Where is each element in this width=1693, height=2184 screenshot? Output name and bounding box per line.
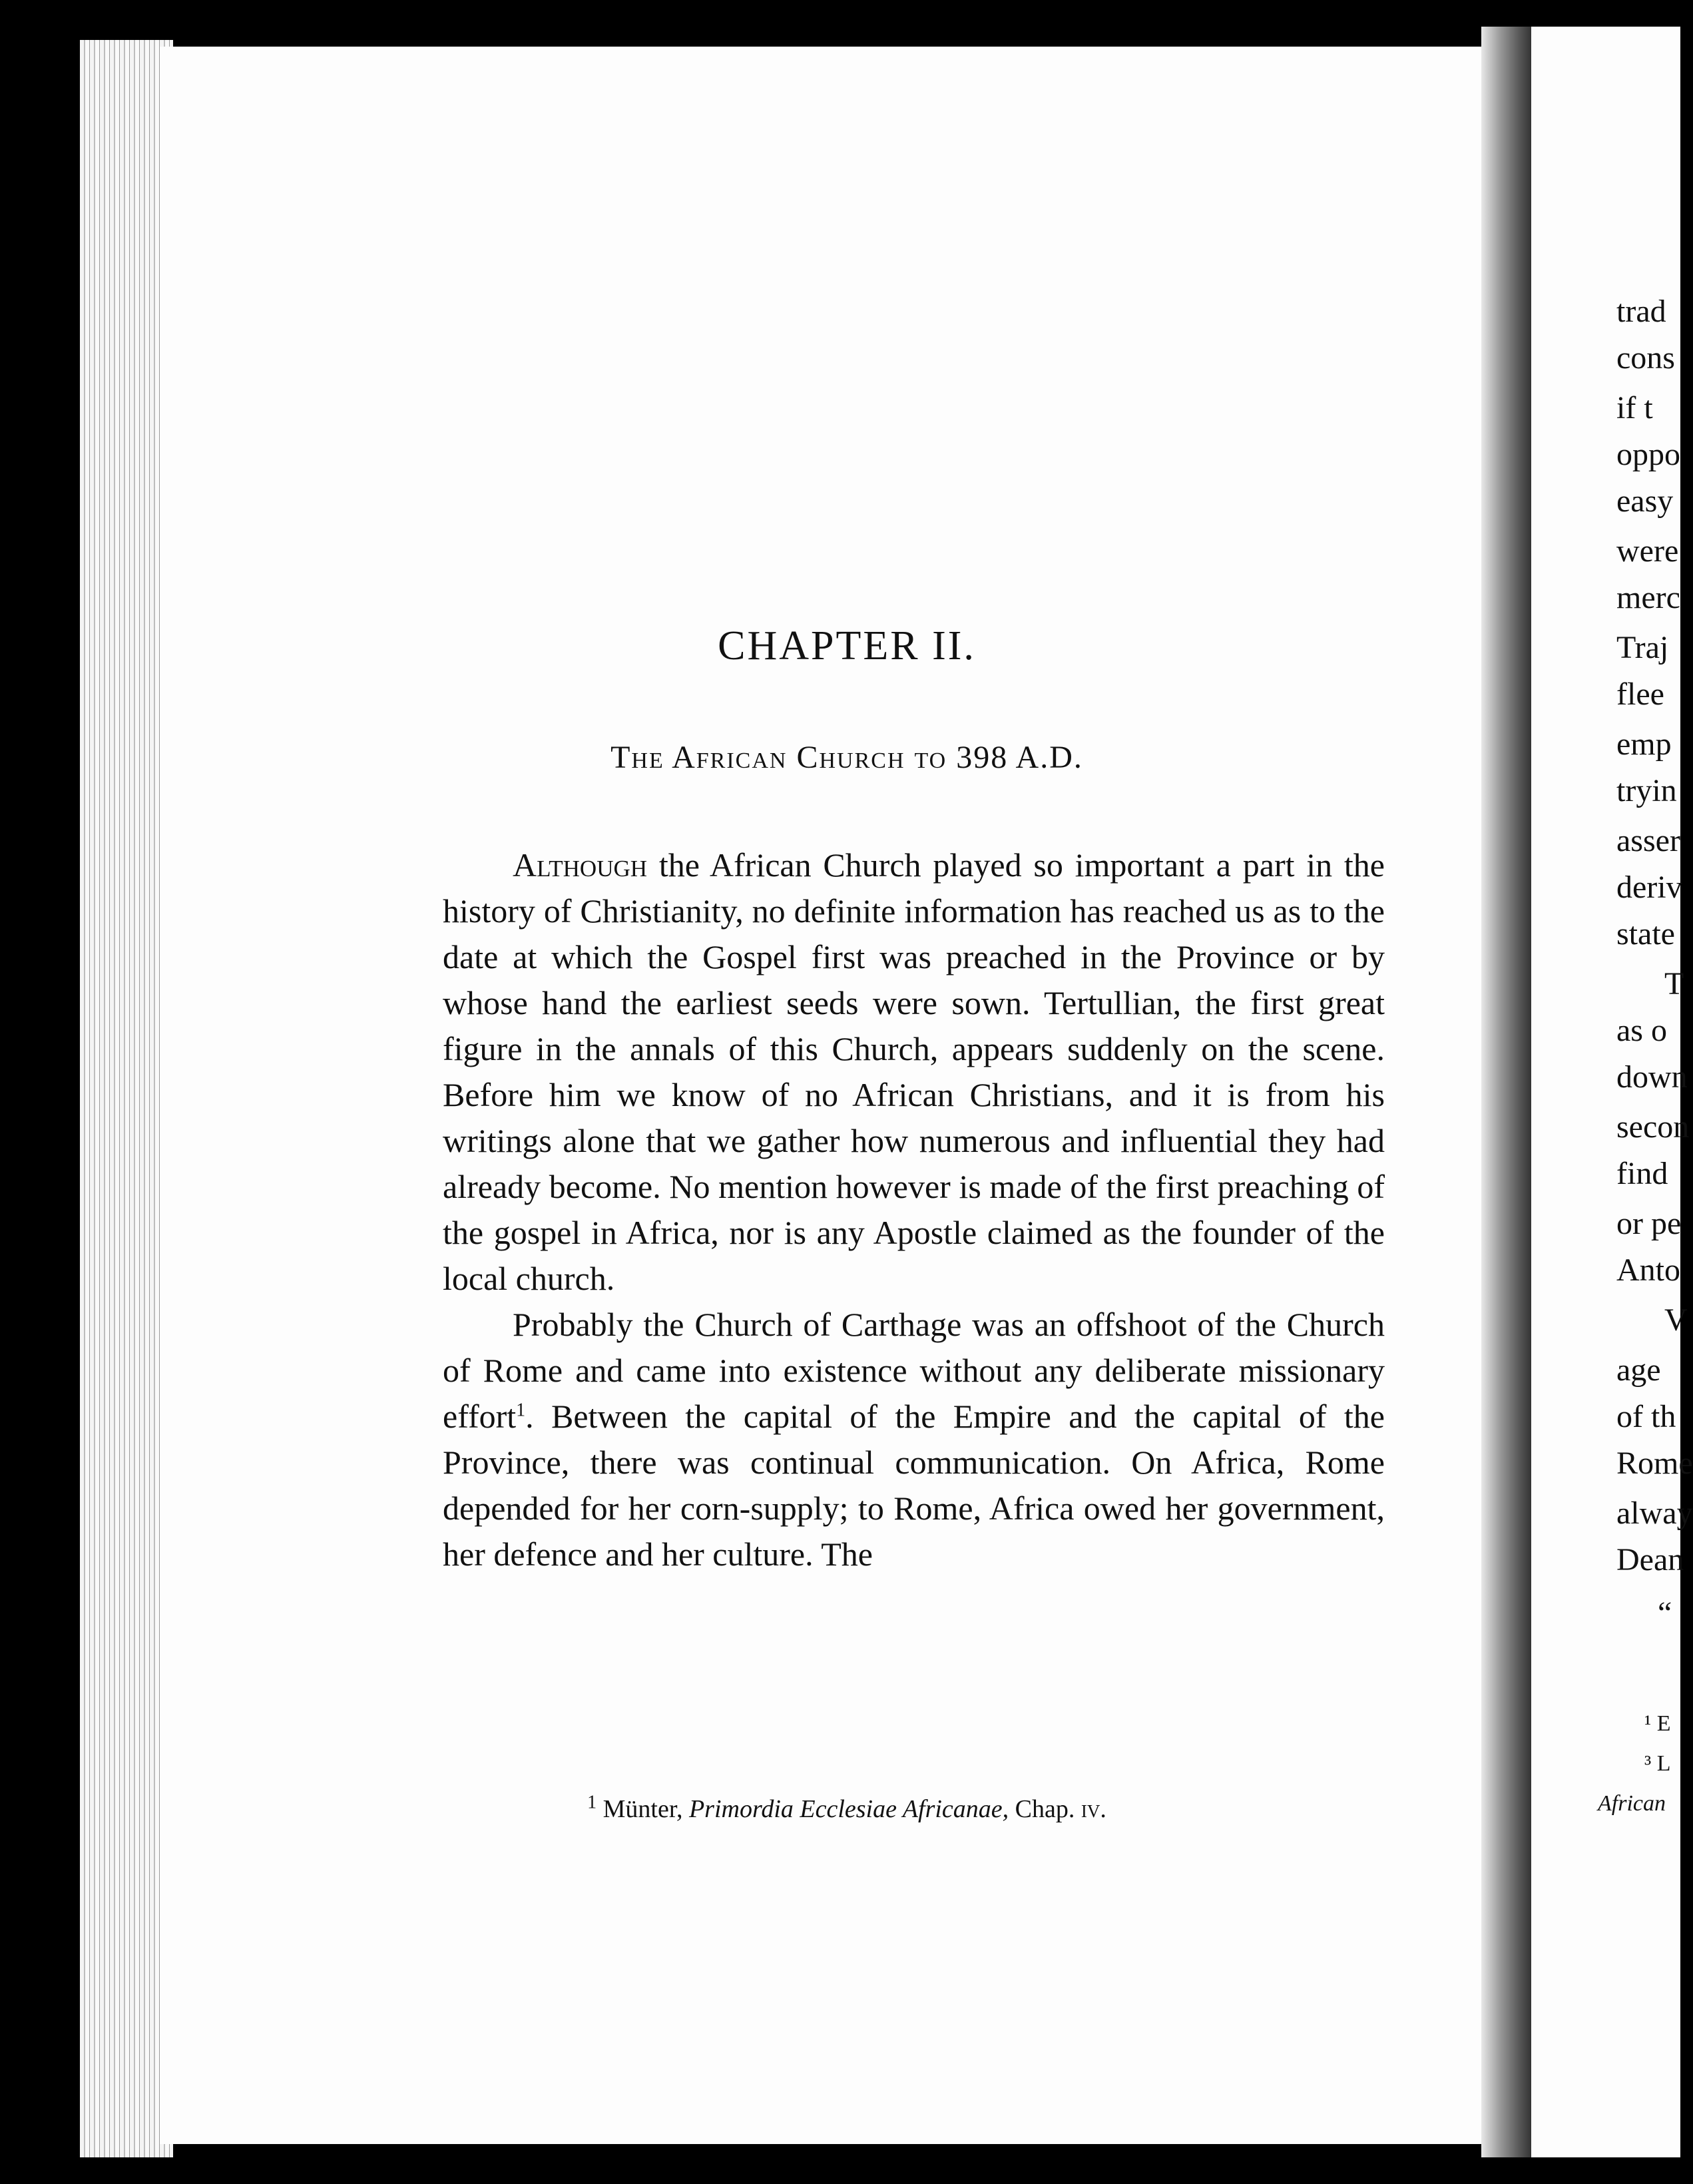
right-page-fragment: Anto (1616, 1252, 1680, 1288)
right-page-fragment: secon (1616, 1109, 1690, 1145)
chapter-subtitle: The African Church to 398 A.D. (610, 740, 1083, 775)
footnote (0, 1794, 1680, 1824)
right-page-fragment: T (1664, 966, 1684, 1001)
right-page-fragment: if t (1616, 390, 1653, 425)
paragraph-1-text: the African Church played so important a part in the history of Christianity, no definite information has reached us as to the date at which the Gospel first was preached in the Province or by whose hand the earliest seeds were sown. Tertullian, the first great figure in the annals of this Church, appears suddenly on the scene. Before him we know of no African Christians, and it is from his writings alone that we gather how numerous and influential they had already become. No mention however is made of the first preaching of the gospel in Africa, nor is any Apostle claimed as the founder of the local church. (443, 846, 1385, 1297)
right-page-fragment: emp (1616, 726, 1672, 762)
footnote-chapter-label: Chap. (1015, 1795, 1075, 1823)
footnote-mark: 1 (587, 1792, 597, 1813)
paragraph-lead-word: Although (513, 846, 648, 884)
footnote-reference: 1 (516, 1400, 526, 1421)
right-page-fragment: find (1616, 1156, 1668, 1191)
right-page-fragment: merc (1616, 580, 1680, 615)
right-page-footnote-fragment: ¹ E (1644, 1711, 1671, 1736)
paragraph-2-text-b: . Between the capital of the Empire and the capital of the Province, there was continual communication. On Africa, Rome depended for her corn-supply; to Rome, Africa owed her government, her defence and her culture. The (443, 1398, 1385, 1573)
right-page-fragment: oppo (1616, 437, 1680, 472)
right-page-fragment: easy (1616, 483, 1674, 519)
right-page-fragment: asser (1616, 823, 1680, 858)
right-page-fragment: Rome (1616, 1446, 1693, 1481)
footnote-author: Münter, (603, 1795, 683, 1823)
right-page-fragment: V (1664, 1302, 1688, 1338)
right-page-fragment: tryin (1616, 773, 1677, 808)
right-page-fragment: state (1616, 916, 1675, 952)
right-page-fragment: as o (1616, 1013, 1667, 1048)
right-page-footnote-fragment: African (1598, 1791, 1666, 1816)
right-page-fragment: trad (1616, 294, 1666, 329)
book-gutter (1481, 27, 1535, 2157)
right-page-fragment: Traj (1616, 630, 1669, 665)
right-page-fragment: deriv (1616, 870, 1682, 905)
chapter-title: CHAPTER II. (718, 623, 976, 669)
body-text (443, 842, 1385, 1577)
right-page-fragment: Dean (1616, 1542, 1684, 1577)
right-page-fragment: flee (1616, 677, 1664, 712)
right-page-fragment: down (1616, 1059, 1688, 1095)
right-page-footnote-fragment: ³ L (1644, 1751, 1671, 1776)
right-page-fragment: or pe (1616, 1206, 1682, 1241)
footnote-chapter-number: iv. (1081, 1795, 1106, 1823)
page-edges (80, 40, 173, 2157)
right-page-fragment: of th (1616, 1399, 1676, 1434)
paragraph-1 (443, 842, 1385, 1302)
right-page-fragment: “ (1658, 1595, 1672, 1631)
paragraph-2 (443, 1302, 1385, 1577)
footnote-work: Primordia Ecclesiae Africanae, (688, 1795, 1009, 1823)
right-page-fragment: cons (1616, 340, 1675, 376)
right-page-fragment: alway (1616, 1496, 1693, 1531)
right-page-fragment: age (1616, 1352, 1661, 1388)
right-page-fragment: were (1616, 533, 1679, 569)
paragraph-2-text-a: Probably the Church of Carthage was an offshoot of the Church of Rome and came into existence without any deliberate missionary effort (443, 1306, 1385, 1435)
